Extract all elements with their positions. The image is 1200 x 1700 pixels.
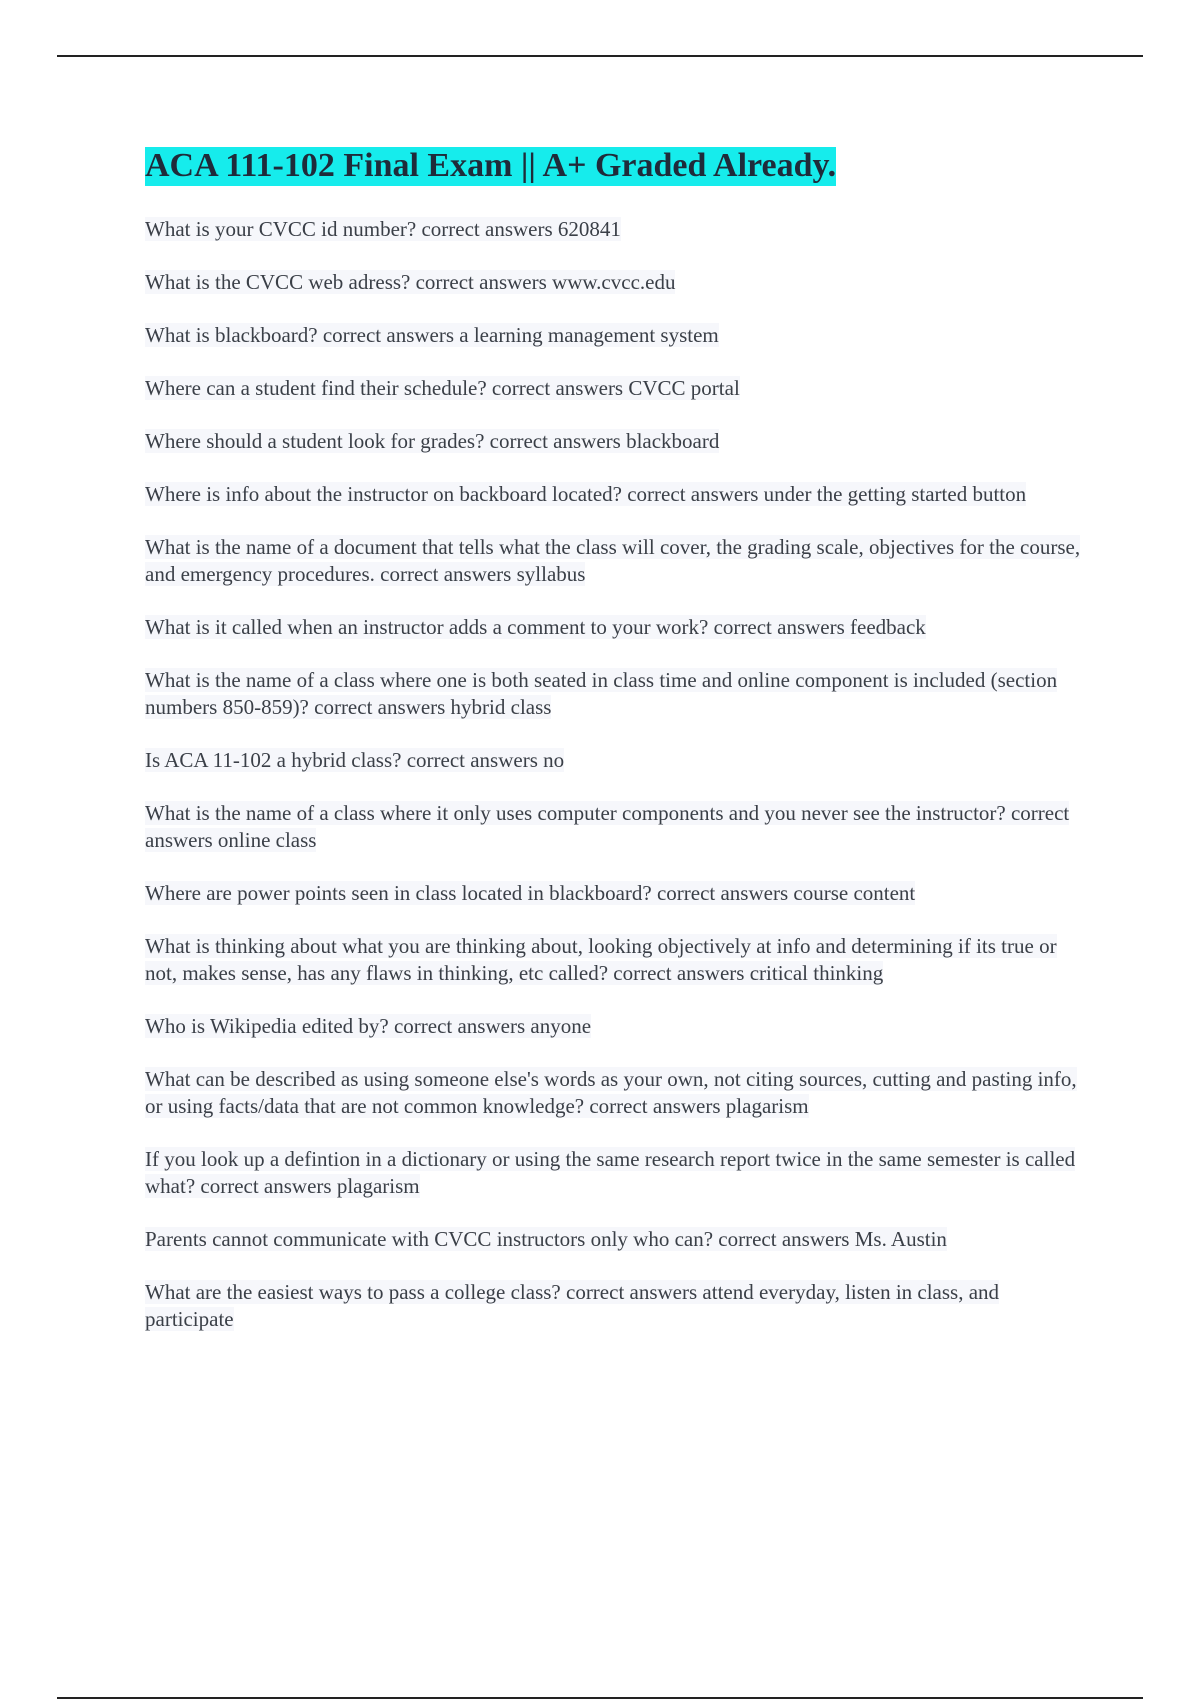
qa-text: Where should a student look for grades? correct answers blackboard <box>145 429 720 453</box>
qa-item <box>145 933 1085 987</box>
qa-text: Parents cannot communicate with CVCC instructors only who can? correct answers Ms. Austin <box>145 1227 947 1251</box>
qa-text: If you look up a defintion in a dictionary or using the same research report twice in the same semester is called what? correct answers plagarism <box>145 1147 1076 1198</box>
document-title <box>145 142 1085 190</box>
qa-text: What is your CVCC id number? correct answers 620841 <box>145 217 621 241</box>
footer-rule <box>57 1697 1143 1699</box>
title-highlight: ACA 111-102 Final Exam || A+ Graded Already. <box>145 147 837 184</box>
qa-item <box>145 800 1085 854</box>
qa-text: What is it called when an instructor adds a comment to your work? correct answers feedback <box>145 615 926 639</box>
qa-item <box>145 1279 1085 1333</box>
qa-item <box>145 428 1085 455</box>
qa-text: What is the name of a document that tells what the class will cover, the grading scale, objectives for the course, and emergency procedures. correct answers syllabus <box>145 535 1081 586</box>
document-body <box>145 142 1085 1359</box>
qa-item <box>145 322 1085 349</box>
qa-item <box>145 614 1085 641</box>
qa-text: What are the easiest ways to pass a college class? correct answers attend everyday, listen in class, and participate <box>145 1280 1000 1331</box>
qa-item <box>145 667 1085 721</box>
qa-text: Where is info about the instructor on backboard located? correct answers under the getting started button <box>145 482 1027 506</box>
qa-text: Is ACA 11-102 a hybrid class? correct answers no <box>145 748 565 772</box>
qa-item <box>145 1066 1085 1120</box>
qa-item <box>145 1146 1085 1200</box>
qa-item <box>145 216 1085 243</box>
qa-text: What is thinking about what you are thinking about, looking objectively at info and determining if its true or not, makes sense, has any flaws in thinking, etc called? correct answers critical thinking <box>145 934 1057 985</box>
qa-item <box>145 1013 1085 1040</box>
qa-text: What is the CVCC web adress? correct answers www.cvcc.edu <box>145 270 676 294</box>
header-rule <box>57 55 1143 57</box>
qa-item <box>145 880 1085 907</box>
qa-text: What can be described as using someone else's words as your own, not citing sources, cutting and pasting info, or using facts/data that are not common knowledge? correct answers plagarism <box>145 1067 1077 1118</box>
qa-text: What is the name of a class where one is both seated in class time and online component is included (section numbers 850-859)? correct answers hybrid class <box>145 668 1058 719</box>
qa-item <box>145 269 1085 296</box>
qa-text: What is blackboard? correct answers a learning management system <box>145 323 719 347</box>
qa-text: Where can a student find their schedule? correct answers CVCC portal <box>145 376 740 400</box>
qa-item <box>145 481 1085 508</box>
qa-text: What is the name of a class where it only uses computer components and you never see the instructor? correct answers online class <box>145 801 1070 852</box>
qa-item <box>145 534 1085 588</box>
qa-item <box>145 375 1085 402</box>
qa-text: Where are power points seen in class located in blackboard? correct answers course content <box>145 881 916 905</box>
qa-item <box>145 747 1085 774</box>
qa-text: Who is Wikipedia edited by? correct answers anyone <box>145 1014 592 1038</box>
qa-item <box>145 1226 1085 1253</box>
